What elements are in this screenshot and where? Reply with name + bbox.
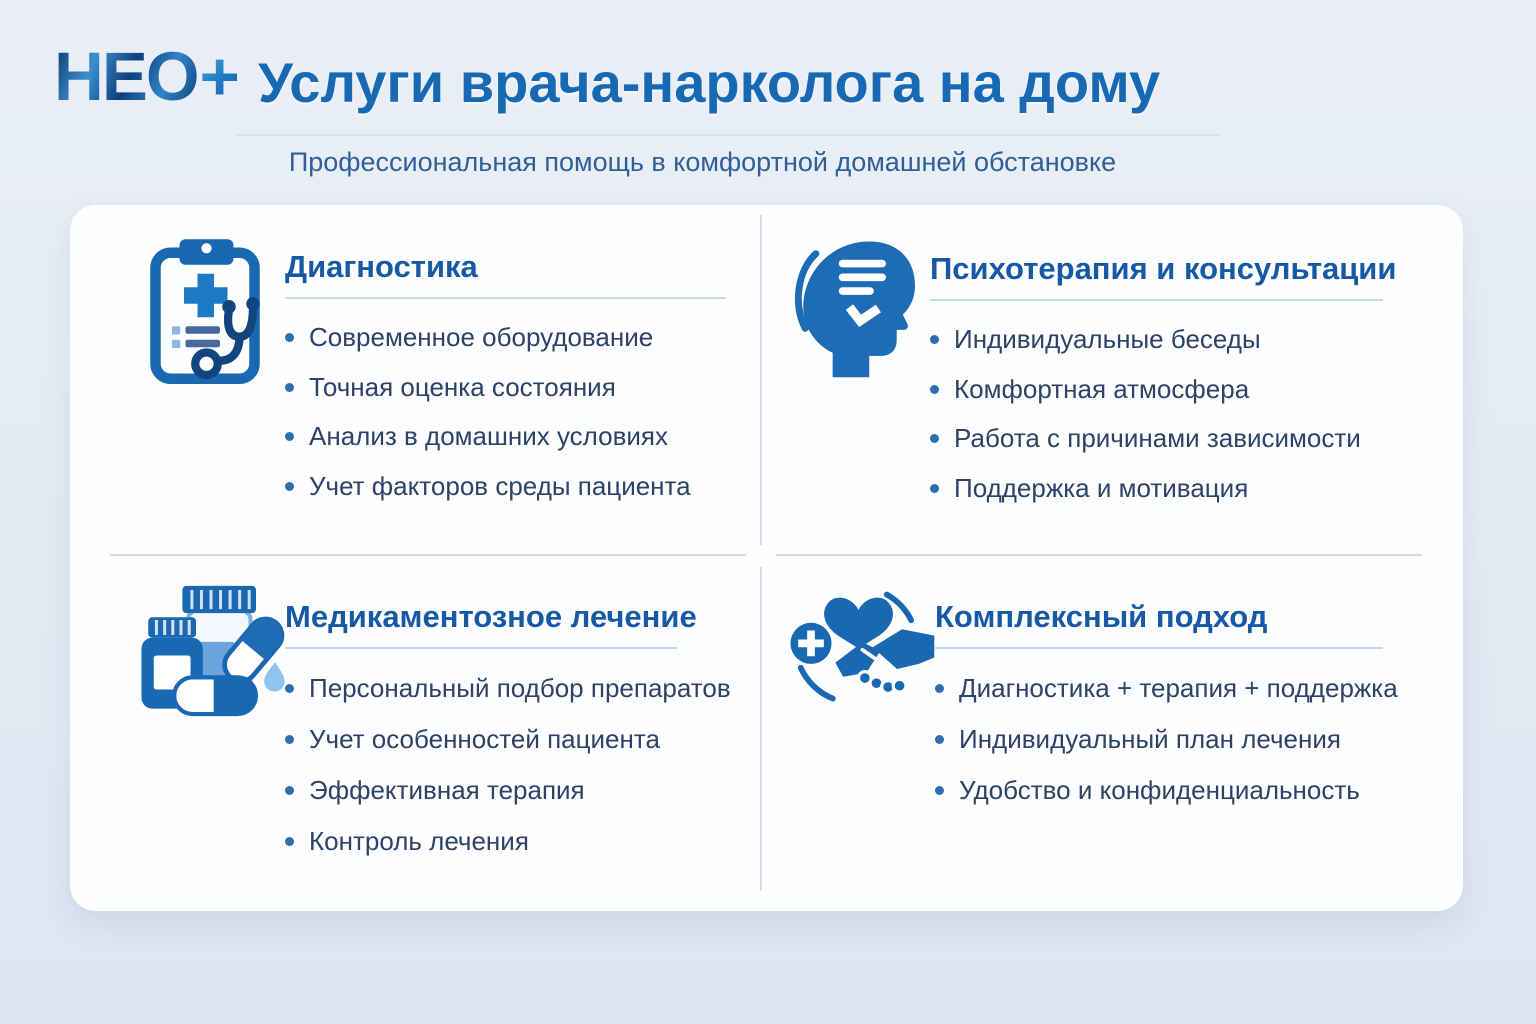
list-item [285, 663, 800, 714]
bullet-dot [285, 735, 294, 744]
list-item [285, 462, 805, 512]
card-section-psychotherapy [793, 229, 1455, 513]
section-content [285, 581, 800, 867]
section-title: Диагностика [285, 249, 478, 284]
page-subtitle: Профессиональная помощь в комфортной домашней обстановке [288, 147, 1117, 177]
list-item [285, 714, 800, 765]
clipboard-stethoscope-icon [145, 233, 280, 391]
bullet-dot [285, 786, 294, 795]
list-item [930, 414, 1455, 464]
services-card [70, 205, 1463, 911]
bullet-dot [285, 837, 294, 846]
bullet-text: Учет факторов среды пациента [309, 470, 691, 501]
section-title: Медикаментозное лечение [285, 599, 697, 634]
card-section-comprehensive [788, 583, 1455, 816]
logo-neo-text: НЕО [54, 38, 198, 115]
bullet-text: Комфортная атмосфера [954, 373, 1250, 404]
bullet-dot [285, 333, 294, 342]
list-item [935, 765, 1455, 816]
page-title: Услуги врача-нарколога на дому [258, 51, 1161, 114]
heart-cross-handshake-icon [788, 583, 938, 705]
bullet-text: Анализ в домашних условиях [309, 421, 669, 452]
list-item [285, 412, 805, 462]
bullet-text: Контроль лечения [309, 826, 529, 856]
list-item [930, 315, 1455, 365]
bullet-dot [930, 484, 939, 493]
bullet-dot [935, 684, 944, 693]
bullet-text: Поддержка и мотивация [954, 472, 1249, 503]
section-title-rule [285, 297, 726, 299]
bullet-dot [930, 434, 939, 443]
bullet-text: Индивидуальный план лечения [959, 724, 1341, 754]
card-section-diagnostics [145, 233, 805, 511]
bullet-dot [285, 482, 294, 491]
header-divider [235, 134, 1220, 136]
list-item [935, 663, 1455, 714]
brand-logo [54, 38, 238, 115]
bullet-list [930, 315, 1455, 513]
bullet-text: Учет особенностей пациента [309, 724, 660, 754]
list-item [285, 363, 805, 413]
list-item [930, 464, 1455, 514]
list-item [285, 313, 805, 363]
section-content [935, 583, 1455, 816]
bullet-text: Персональный подбор препаратов [309, 673, 731, 703]
section-title: Комплексный подход [935, 599, 1268, 634]
grid-divider-horizontal [110, 554, 746, 556]
head-speech-bubble-icon [793, 229, 915, 379]
bullet-list [935, 663, 1455, 816]
medicine-bottles-pills-icon [136, 581, 286, 719]
bullet-text: Диагностика + терапия + поддержка [959, 673, 1398, 703]
bullet-dot [930, 385, 939, 394]
logo-plus-icon: + [199, 38, 238, 115]
section-title-rule [285, 647, 677, 649]
section-title-rule [930, 299, 1383, 301]
list-item [285, 816, 800, 867]
bullet-dot [285, 684, 294, 693]
list-item [930, 365, 1455, 415]
bullet-text: Удобство и конфиденциальность [959, 775, 1360, 805]
bullet-dot [935, 735, 944, 744]
bullet-dot [930, 335, 939, 344]
bullet-text: Точная оценка состояния [309, 371, 616, 402]
bullet-list [285, 663, 800, 867]
section-title: Психотерапия и консультации [930, 251, 1397, 286]
bullet-dot [285, 383, 294, 392]
grid-divider-horizontal [776, 554, 1422, 556]
card-section-medication [136, 581, 800, 867]
bullet-text: Современное оборудование [309, 322, 654, 353]
bullet-dot [935, 786, 944, 795]
bullet-dot [285, 432, 294, 441]
bullet-text: Индивидуальные беседы [954, 324, 1261, 355]
bullet-text: Работа с причинами зависимости [954, 423, 1361, 454]
list-item [285, 765, 800, 816]
bullet-list [285, 313, 805, 511]
section-content [930, 229, 1455, 513]
section-content [285, 233, 805, 511]
section-title-rule [935, 647, 1383, 649]
bullet-text: Эффективная терапия [309, 775, 585, 805]
list-item [935, 714, 1455, 765]
